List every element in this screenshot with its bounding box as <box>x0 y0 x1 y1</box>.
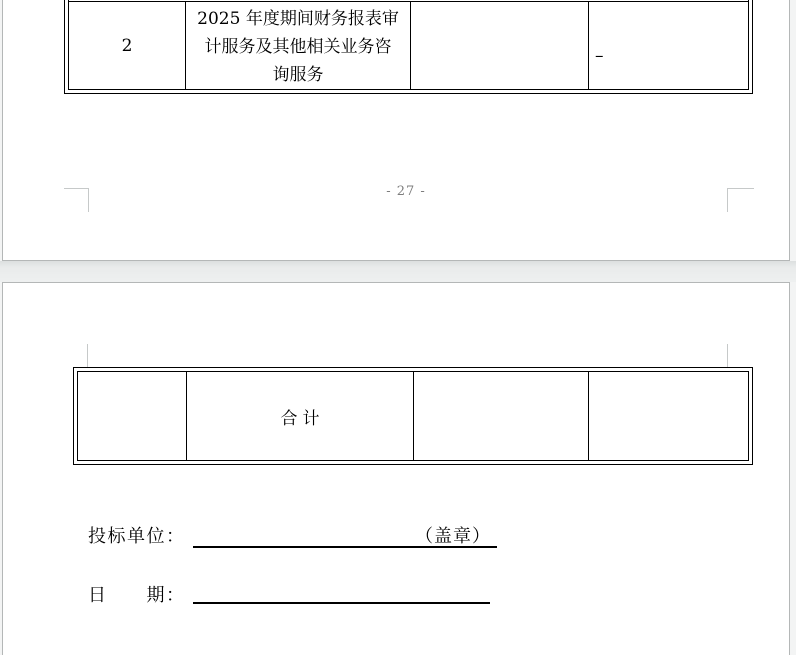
row-index-text: 2 <box>121 35 133 56</box>
amount-dash-placeholder: – <box>595 46 604 66</box>
crop-mark-p2-left-vertical <box>87 344 88 367</box>
table1-cell-index[interactable] <box>69 2 185 89</box>
bidder-unit-label: 投标单位： <box>88 526 186 547</box>
service-name-line-1: 2025 年度期间财务报表审 <box>197 9 399 29</box>
table1-cell-amount[interactable] <box>589 2 748 89</box>
crop-mark-p2-right-vertical <box>727 344 728 367</box>
seal-label: （盖章） <box>415 526 491 547</box>
service-name-line-3: 询服务 <box>272 65 324 85</box>
page-number: - 27 - <box>386 184 426 199</box>
table2-cell-empty-1[interactable] <box>78 372 186 460</box>
table2-cell-total[interactable] <box>187 372 413 460</box>
table1-cell-empty[interactable] <box>411 2 588 89</box>
table1-cell-service-name[interactable] <box>186 2 410 89</box>
page-gap <box>0 261 796 282</box>
date-label: 日 期： <box>88 585 186 606</box>
date-underline[interactable] <box>193 602 490 604</box>
table2-cell-empty-3[interactable] <box>589 372 748 460</box>
total-label: 合计 <box>280 408 325 429</box>
service-name-line-2: 计服务及其他相关业务咨 <box>204 37 392 57</box>
table2-cell-empty-2[interactable] <box>414 372 588 460</box>
